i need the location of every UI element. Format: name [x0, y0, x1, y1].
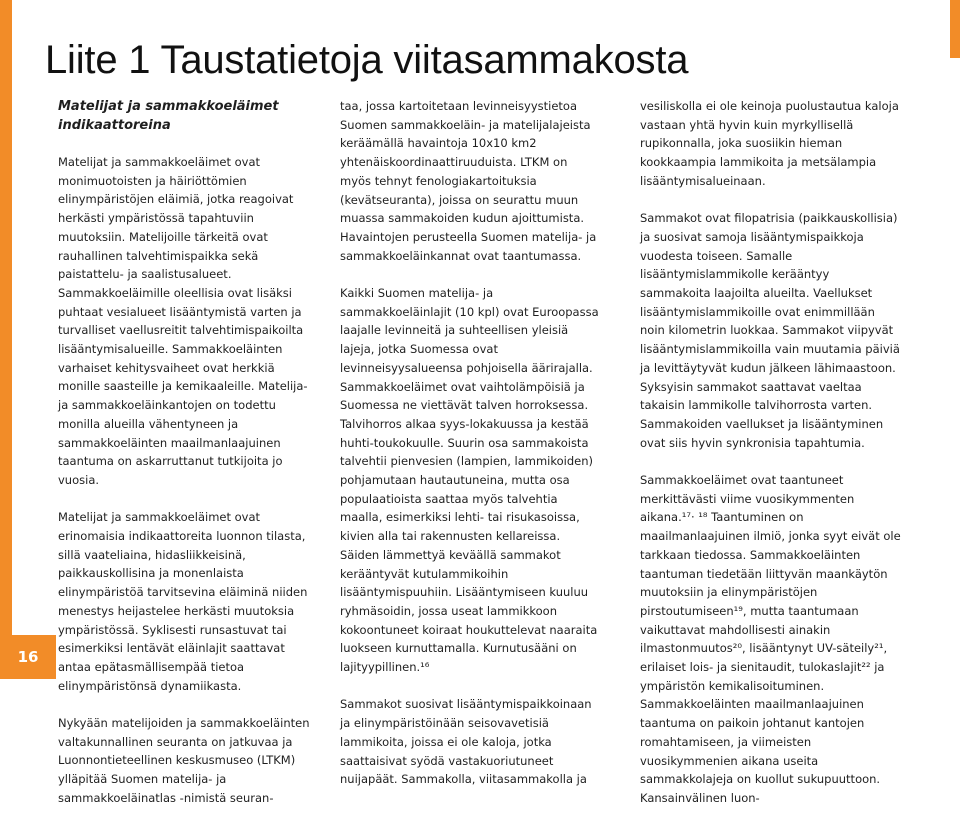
paragraph: Matelijat ja sammakkoeläimet ovat erinomaisia indikaattoreita luonnon tilasta, sillä vaateliaina, hidasliikkeisinä, paikkauskollisina ja monenlaista elinympäristöä tarvitsevina eläiminä niiden menestys heijastelee herkästi muutoksia ympäristössä. Syklisesti runsastuvat tai esimerkiksi lentävät eläinlajit saattavat antaa epätasmällisempää tietoa elinympäristönsä dynamiikasta.: [58, 510, 308, 693]
paragraph: taa, jossa kartoitetaan levinneisyystietoa Suomen sammakkoeläin- ja matelijalajeista keräämällä havaintoja 10x10 km2 yhtenäiskoordinaattiruuduista. LTKM on myös tehnyt fenologiakartoituksia (kevätseuranta), joissa on seurattu muun muassa sammakoiden kudun ajoittumista. Havaintojen perusteella Suomen matelija- ja sammakkoeläinkannat ovat taantumassa.: [340, 99, 597, 263]
page-number: 16: [0, 635, 56, 679]
accent-bar: [0, 0, 12, 679]
column-2: [340, 97, 602, 808]
page-title: Liite 1 Taustatietoja viitasammakosta: [45, 38, 689, 82]
section-heading: Matelijat ja sammakkoeläimet indikaattoreina: [58, 99, 279, 133]
column-1: [58, 97, 320, 826]
paragraph: Sammakot ovat filopatrisia (paikkauskollisia) ja suosivat samoja lisääntymispaikkoja vuodesta toiseen. Samalle lisääntymislammikolle kerääntyy sammakoita laajoilta alueilta. Vaellukset lisääntymislammikoille ovat enimmillään noin kilometrin luokkaa. Sammakot viipyvät lisääntymislammikoilla vain muutamia päiviä ja levittäytyvät kudun jälkeen lähimaastoon. Syksyisin sammakot saattavat vaeltaa takaisin lammikolle talvihorrosta varten. Sammakoiden vaellukset ja lisääntyminen ovat siis hyvin synkronisia tapahtumia.: [640, 211, 900, 450]
paragraph: vesiliskolla ei ole keinoja puolustautua kaloja vastaan yhtä hyvin kuin myrkyllisellä rupikonnalla, joka suosiikin hieman kookkaampia lammikoita ja metsälampia lisääntymisalueinaan.: [640, 99, 899, 188]
paragraph: Kaikki Suomen matelija- ja sammakkoeläinlajit (10 kpl) ovat Euroopassa laajalle levinneitä ja suhteellisen yleisiä lajeja, jotka Suomessa ovat levinneisyysalueensa pohjoisella äärirajalla. Sammakkoeläimet ovat vaihtolämpöisiä ja Suomessa ne viettävät talven horroksessa. Talvihorros alkaa syys-lokakuussa ja kestää huhti-toukokuulle. Suurin osa sammakoista talvehtii pienvesien (lampien, lammikoiden) pohjamutaan hautautuneina, mutta osa populaatioista saattaa myös talvehtia maalla, esimerkiksi lehti- tai risukasoissa, kivien alla tai rakennusten kellareissa. Säiden lämmettyä keväällä sammakot kerääntyvät kutulammikoihin lisääntymispuuhiin. Lisääntymiseen kuuluu ryhmäsoidin, jossa useat lammikkoon kokoontuneet koiraat houkuttelevat naaraita luokseen kurnuttamalla. Kurnutusääni on lajityypillinen.¹⁶: [340, 286, 599, 675]
column-3: [640, 97, 902, 826]
paragraph: Nykyään matelijoiden ja sammakkoeläinten valtakunnallinen seuranta on jatkuvaa ja Luonnontieteellinen keskusmuseo (LTKM) ylläpitää Suomen matelija- ja sammakkoeläinatlas -nimistä seuran-: [58, 716, 310, 805]
paragraph: Sammakkoeläimet ovat taantuneet merkittävästi viime vuosikymmenten aikana.¹⁷· ¹⁸ Taantuminen on maailmanlaajuinen ilmiö, jonka syyt eivät ole tarkkaan tiedossa. Sammakkoeläinten taantuman tiedetään liittyvän maankäytön muutoksiin ja elinympäristöjen pirstoutumiseen¹⁹, mutta taantumaan vaikuttavat mahdollisesti ainakin ilmastonmuutos²⁰, lisääntynyt UV-säteily²¹, erilaiset lois- ja sienitaudit, tulokaslajit²² ja ympäristön kemikalisoituminen. Sammakkoeläinten maailmanlaajuinen taantuma on paikoin johtanut kantojen romahtamiseen, ja viimeisten vuosikymmenien aikana useita sammakkolajeja on kuollut sukupuuttoon. Kansainvälinen luon-: [640, 473, 901, 805]
paragraph: Sammakot suosivat lisääntymispaikkoinaan ja elinympäristöinään seisovavetisiä lammikoita, joissa ei ole kaloja, jotka saattaisivat syödä vastakuoriutuneet nuijapäät. Sammakolla, viitasammakolla ja: [340, 697, 592, 787]
right-accent-tab: [950, 0, 960, 58]
paragraph: Matelijat ja sammakkoeläimet ovat monimuotoisten ja häiriöttömien elinympäristöjen eläimiä, jotka reagoivat herkästi ympäristössä tapahtuviin muutoksiin. Matelijoille tärkeitä ovat rauhallinen talvehtimispaikka sekä paistattelu- ja saalistusalueet. Sammakkoeläimille oleellisia ovat lisäksi puhtaat vesialueet lisääntymistä varten ja turvalliset vaellusreitit talvehtimispaikoilta lisääntymisalueille. Sammakkoeläinten varhaiset kehitysvaiheet ovat herkkiä monille saasteille ja kemikaaleille. Matelija- ja sammakkoeläinkantojen on todettu monilla alueilla vähentyneen ja sammakkoeläinten maailmanlaajuinen taantuma on askarruttanut tutkijoita jo vuosia.: [58, 155, 308, 487]
